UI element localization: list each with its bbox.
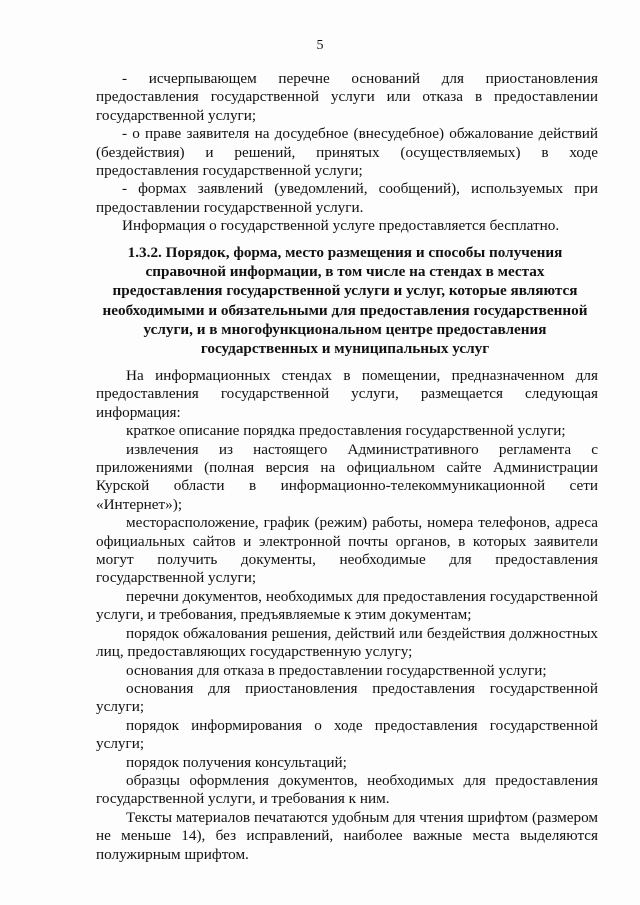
list-item: месторасположение, график (режим) работы, номера телефонов, адреса официальных сайтов и электронной почты органов, в которых заявители могут получить документы, необходимые для предоставления государственной услуги; — [96, 514, 598, 587]
list-item: порядок информирования о ходе предоставления государственной услуги; — [96, 716, 598, 753]
list-item: извлечения из настоящего Административного регламента с приложениями (полная версия на официальном сайте Администрации Курской области в информационно-телекоммуникационной сети «Интернет»); — [96, 440, 598, 513]
list-item: порядок получения консультаций; — [126, 753, 347, 771]
page-number: 5 — [316, 38, 324, 53]
paragraph-font-requirements: Тексты материалов печатаются удобным для чтения шрифтом (размером не меньше 14), без исправлений, наиболее важные места выделяются полужирным шрифтом. — [96, 808, 598, 863]
paragraph-application-forms: - формах заявлений (уведомлений, сообщений), используемых при предоставлении государственной услуги. — [96, 180, 598, 216]
main-text-block — [96, 367, 598, 864]
list-item: перечни документов, необходимых для предоставления государственной услуги, и требования, предъявляемые к этим документам; — [96, 587, 598, 624]
list-item: порядок обжалования решения, действий или бездействия должностных лиц, предоставляющих государственную услугу; — [96, 624, 598, 661]
list-item: основания для отказа в предоставлении государственной услуги; — [126, 661, 547, 679]
list-item: образцы оформления документов, необходимых для предоставления государственной услуги, и требования к ним. — [96, 771, 598, 808]
paragraph-stands-intro: На информационных стендах в помещении, предназначенном для предоставления государственной услуги, размещается следующая информация: — [96, 367, 598, 421]
paragraph-free-info: Информация о государственной услуге предоставляется бесплатно. — [122, 217, 560, 235]
intro-text-block — [96, 70, 598, 236]
paragraph-grounds-list: - исчерпывающем перечне оснований для приостановления предоставления государственной услуги или отказа в предоставлении государственной услуги; — [96, 70, 598, 124]
list-item: основания для приостановления предоставления государственной услуги; — [96, 679, 598, 716]
paragraph-appeal-right: - о праве заявителя на досудебное (внесудебное) обжалование действий (бездействия) и решений, принятых (осуществляемых) в ходе предоставления государственной услуги; — [96, 125, 598, 180]
list-item: краткое описание порядка предоставления государственной услуги; — [126, 422, 566, 440]
section-heading: 1.3.2. Порядок, форма, место размещения и способы получения справочной информации, в том числе на стендах в местах предоставления государственной услуги и услуг, которые являются необходимыми и обязательными для предоставления государственной услуги, и в многофункциональном центре предоставления государственных и муниципальных услуг — [102, 244, 588, 358]
